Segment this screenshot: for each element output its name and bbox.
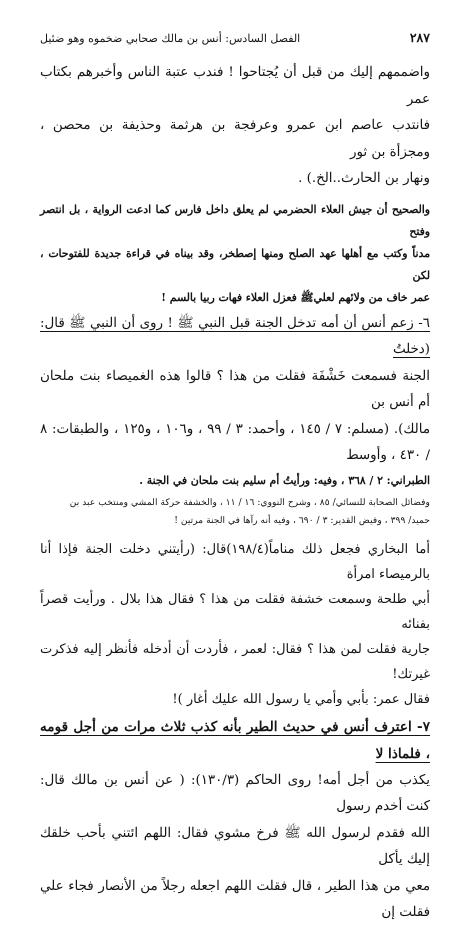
body-line: جارية فقلت لمن هذا ؟ فقال: لعمر ، فأردت أن أدخله فأنظر إليه فذكرت غيرتك! xyxy=(40,641,430,682)
body-line: يكذب من أجل أمه! روى الحاكم (١٣٠/٣): ( عن أنس بن مالك قال: كنت أخدم رسول xyxy=(40,772,430,814)
body-line: فانتدب عاصم ابن عمرو وعرفجة بن هرثمة وحذيفة بن محصن ، ومجزأة بن ثور xyxy=(40,118,430,160)
item-heading-line: ٦- زعم أنس أن أمه تدخل الجنة قبل النبي ﷺ ! روى أن النبي ﷺ قال: (دخلتُ xyxy=(40,315,430,357)
body-line: فقال عمر: بأبي وأمي يا رسول الله عليك أغار )! xyxy=(172,691,430,707)
page-body xyxy=(40,60,430,927)
citation-line: الطبراني: ٢ / ٣٦٨ ، وفيه: ورأيتُ أم سليم بنت ملحان في الجنة . xyxy=(139,473,430,487)
commentary-line: والصحيح أن جيش العلاء الحضرمي لم يعلق داخل فارس كما ادعت الرواية ، بل انتصر وفتح xyxy=(40,202,430,238)
commentary-line: عمر خاف من ولائهم لعليﷺ فعزل العلاء فهات ربيا بالسم ! xyxy=(161,290,430,304)
body-line: واضممهم إليك من قبل أن يُجتاحوا ! فندب عتبة الناس وأخبرهم بكتاب عمر xyxy=(40,65,430,107)
body-line: الجنة فسمعت خَشْفَة فقلت من هذا ؟ قالوا هذه الغميصاء بنت ملحان أم أنس بن xyxy=(40,368,430,410)
reference-line: وفضائل الصحابة للنسائي/ ٨٥ ، وشرح النووي: ١٦ / ١١ ، والخشفة حركة المشي ومنتخب عبد بن xyxy=(69,496,430,508)
body-line: معي من هذا الطير ، قال فقلت اللهم اجعله رجلاً من الأنصار فجاء علي فقلت إن xyxy=(40,878,430,920)
body-line: أما البخاري فجعل ذلك مناماً(١٩٨/٤)قال: (رأيتني دخلت الجنة فإذا أنا بالرميصاء امرأة xyxy=(40,541,431,582)
page-number: ٢٨٧ xyxy=(409,30,430,45)
body-line: ونهار بن الحارث..الخ.) . xyxy=(298,171,430,186)
reference-line: حميد/ ٣٩٩ ، وفيض القدير: ٣ / ٦٩٠ ، وفيه أنه رآها في الجنة مرتين ! xyxy=(174,515,430,526)
running-title: الفصل السادس: أنس بن مالك صحابي ضخموه وهو ضئيل xyxy=(40,32,301,45)
commentary-line: مدناً وكتب مع أهلها عهد الصلح ومنها إصطخر، وقد بيناه في قراءة جديدة للفتوحات ، لكن xyxy=(40,246,430,282)
citation-line: مالك). (مسلم: ٧ / ١٤٥ ، وأحمد: ٣ / ٩٩ ، و١٠٦ ، و١٢٥ ، والطبقات: ٨ / ٤٣٠ ، وأوسط xyxy=(40,421,431,463)
item-heading-line: ٧- اعترف أنس في حديث الطير بأنه كذب ثلاث مرات من أجل قومه ، فلماذا لا xyxy=(40,718,430,762)
body-line: الله فقدم لرسول الله ﷺ فرخ مشوي فقال: اللهم ائتني بأحب خلقك إليك يأكل xyxy=(40,825,430,867)
body-line: أبي طلحة وسمعت خشفة فقلت من هذا ؟ فقال هذا بلال . ورأيت قصراً بفنائه xyxy=(40,591,430,632)
page-header xyxy=(40,30,430,50)
